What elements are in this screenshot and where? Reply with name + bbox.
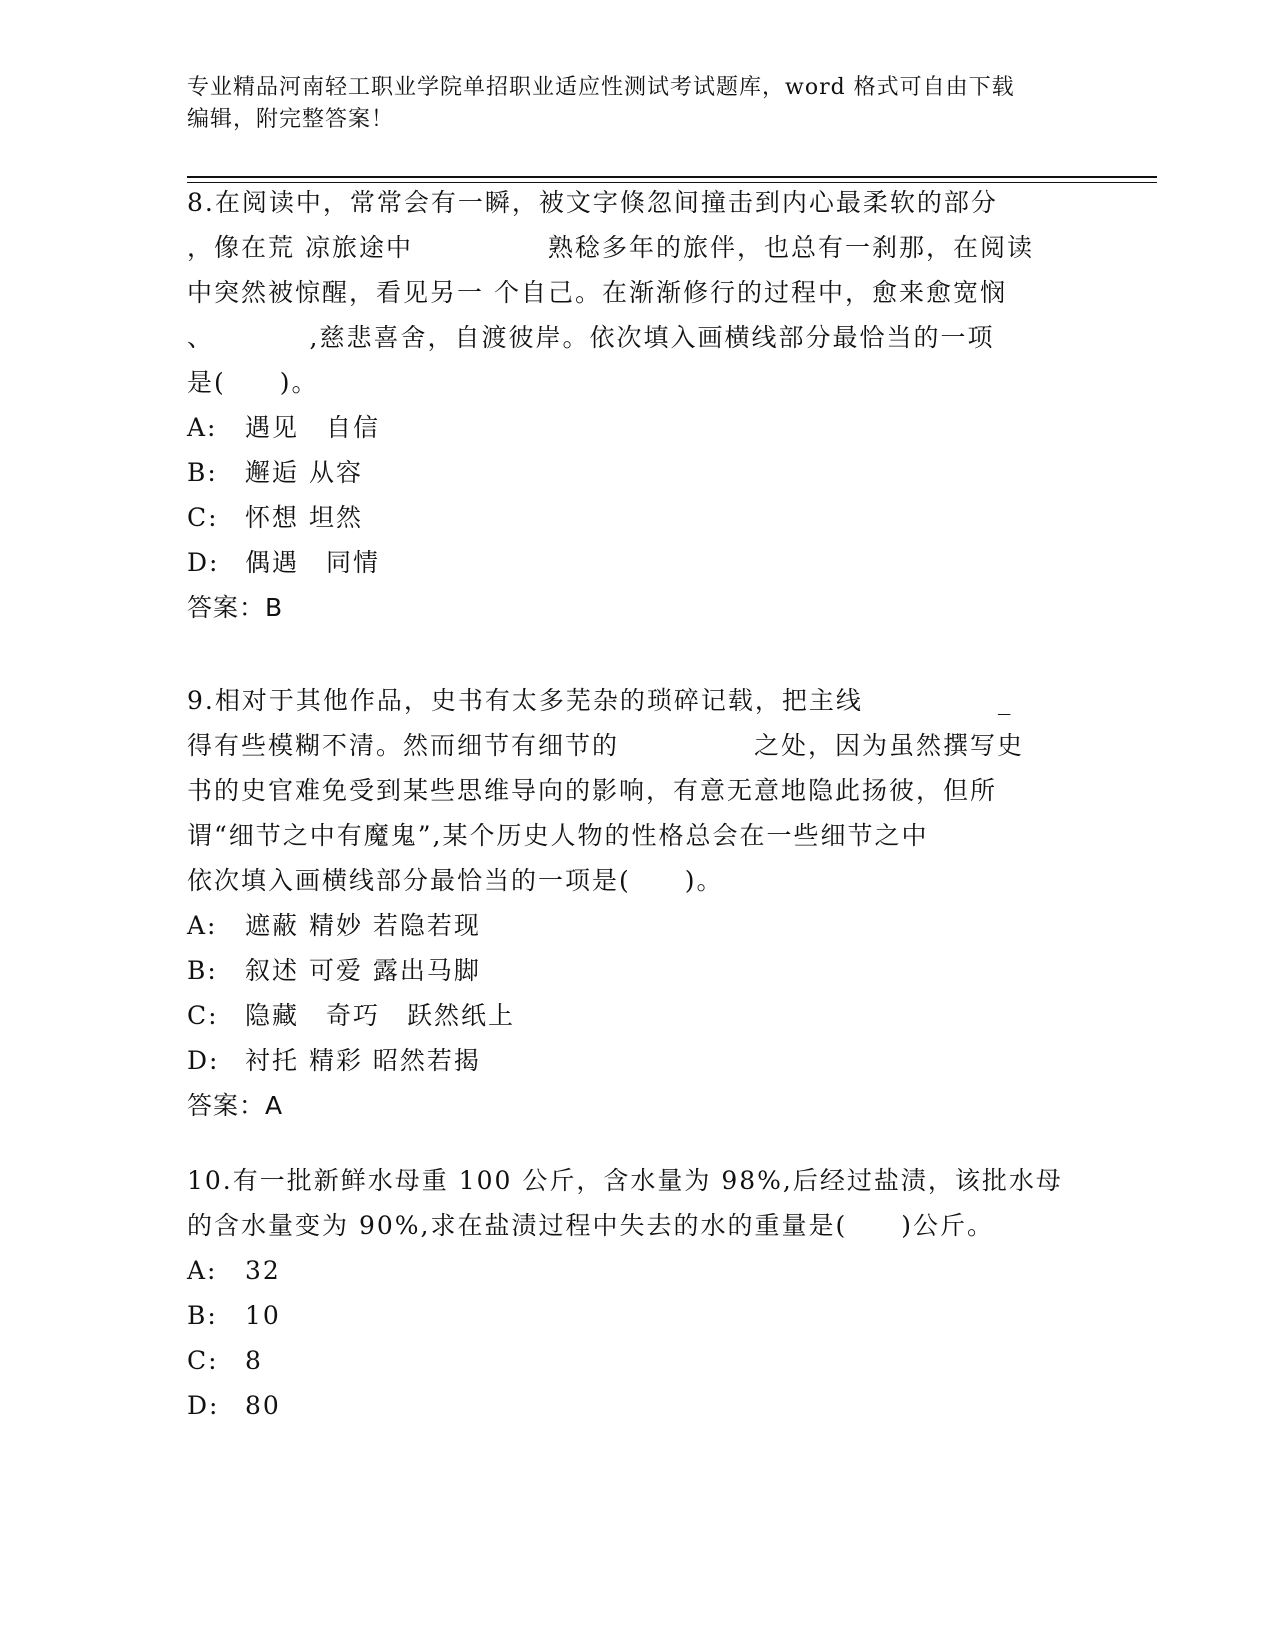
question-10-line-1: 10.有一批新鲜水母重 100 公斤，含水量为 98%,后经过盐渍，该批水母 (187, 1166, 1063, 1195)
question-9-line-4: 谓“细节之中有魔鬼”,某个历史人物的性格总会在一些细节之中 (187, 821, 929, 850)
header-rule-thick (187, 176, 1157, 178)
option-text: 衬托 精彩 昭然若揭 (245, 1046, 481, 1075)
question-9-option-a (187, 903, 1077, 948)
option-text: 遮蔽 精妙 若隐若现 (245, 911, 481, 940)
question-8-line-1: 8.在阅读中，常常会有一瞬，被文字倏忽间撞击到内心最柔软的部分 (187, 188, 998, 217)
question-10-option-a (187, 1248, 1077, 1293)
option-text: 怀想 坦然 (245, 503, 363, 532)
header-line-2: 编辑，附完整答案！ (187, 107, 395, 132)
option-text: 隐藏 奇巧 跃然纸上 (245, 1001, 516, 1030)
question-9-line-3: 书的史官难免受到某些思维导向的影响，有意无意地隐此扬彼，但所 (187, 776, 998, 805)
question-9-option-c (187, 993, 1077, 1038)
option-key: B: (187, 458, 218, 487)
option-key: D: (187, 1046, 220, 1075)
option-text: 邂逅 从容 (245, 458, 363, 487)
question-8-line-4: 、 ,慈悲喜舍，自渡彼岸。依次填入画横线部分最恰当的一项 (187, 323, 995, 352)
question-8-option-c (187, 495, 1077, 540)
question-9-line-2: 得有些模糊不清。然而细节有细节的 之处，因为虽然撰写史 (187, 731, 1025, 760)
option-key: C: (187, 1346, 219, 1375)
question-8-option-a (187, 405, 1077, 450)
question-9-option-d (187, 1038, 1077, 1083)
question-10-option-d (187, 1383, 1077, 1428)
option-text: 叙述 可爱 露出马脚 (245, 956, 481, 985)
option-key: A: (187, 413, 218, 442)
question-10-option-b (187, 1293, 1077, 1338)
option-key: D: (187, 548, 220, 577)
question-8-answer: 答案：B (187, 593, 284, 622)
page-header (187, 72, 1087, 136)
option-key: B: (187, 1301, 218, 1330)
question-9-line-5: 依次填入画横线部分最恰当的一项是( )。 (187, 866, 724, 895)
question-8-line-2: ，像在荒 凉旅途中 熟稔多年的旅伴，也总有一刹那，在阅读 (187, 233, 1034, 262)
option-key: A: (187, 911, 218, 940)
option-key: C: (187, 503, 219, 532)
option-key: D: (187, 1391, 220, 1420)
option-text: 偶遇 同情 (245, 548, 381, 577)
option-text: 80 (245, 1391, 281, 1420)
option-key: A: (187, 1256, 218, 1285)
question-9-line-1: 9.相对于其他作品，史书有太多芜杂的琐碎记载，把主线 _ (187, 686, 1013, 715)
question-10-line-2: 的含水量变为 90%,求在盐渍过程中失去的水的重量是( )公斤。 (187, 1211, 994, 1240)
question-9 (187, 678, 1077, 1128)
header-line-1: 专业精品河南轻工职业学院单招职业适应性测试考试题库，word 格式可自由下载 (187, 75, 1015, 100)
question-10-option-c (187, 1338, 1077, 1383)
question-8-line-3: 中突然被惊醒，看见另一 个自己。在渐渐修行的过程中，愈来愈宽悯 (187, 278, 1007, 307)
option-text: 8 (245, 1346, 263, 1375)
question-9-option-b (187, 948, 1077, 993)
option-key: C: (187, 1001, 219, 1030)
option-text: 遇见 自信 (245, 413, 381, 442)
question-9-answer: 答案：A (187, 1091, 284, 1120)
question-8-option-d (187, 540, 1077, 585)
question-8-line-5: 是( )。 (187, 368, 319, 397)
question-10 (187, 1158, 1077, 1428)
option-text: 32 (245, 1256, 281, 1285)
option-text: 10 (245, 1301, 281, 1330)
option-key: B: (187, 956, 218, 985)
question-8-option-b (187, 450, 1077, 495)
question-8 (187, 180, 1077, 630)
